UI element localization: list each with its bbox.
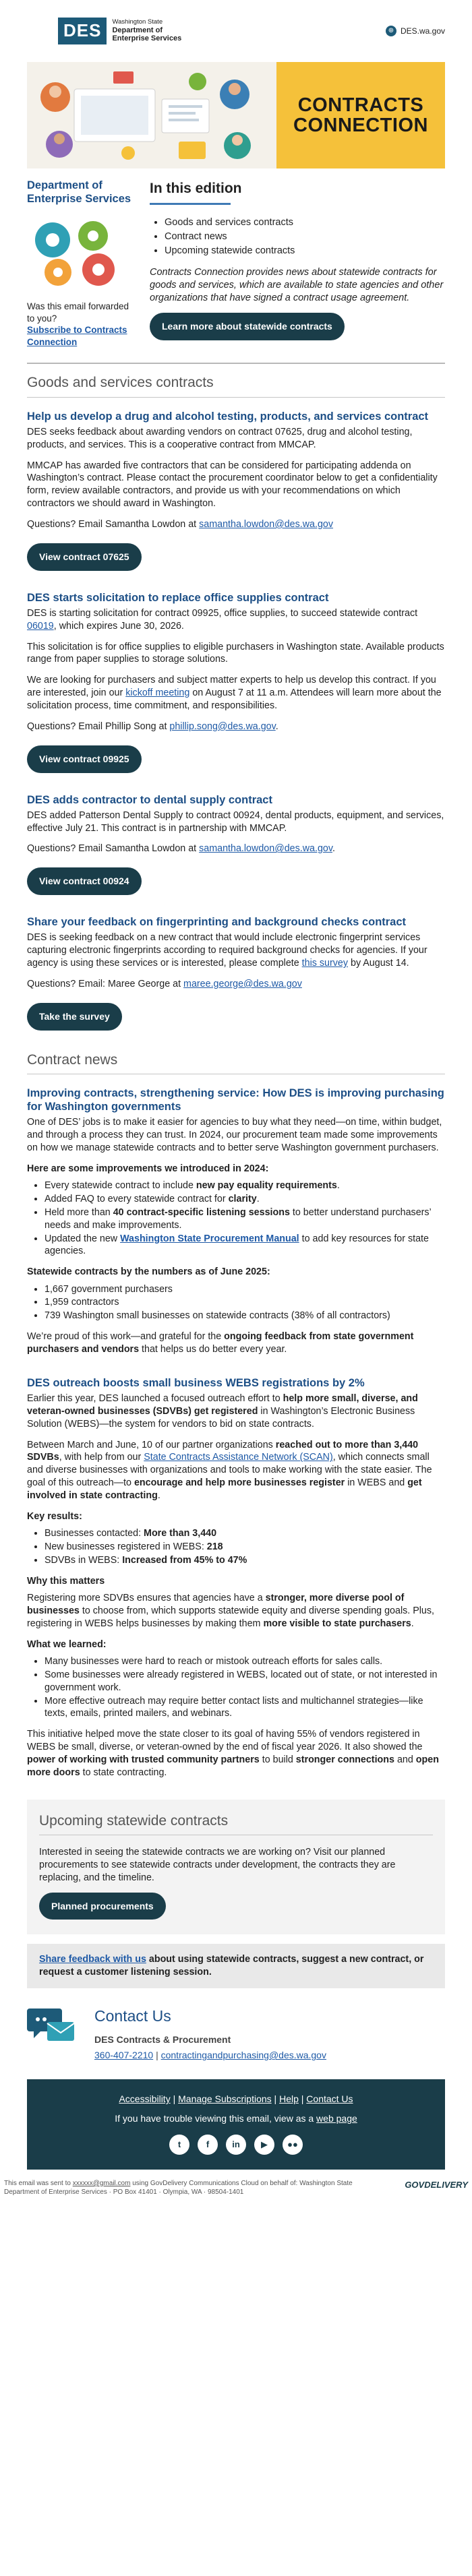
text: New businesses registered in WEBS: [45,1541,207,1553]
text: , which expires June 30, 2026. [53,620,184,632]
youtube-icon[interactable]: ▶ [254,2135,274,2155]
take-survey-button[interactable]: Take the survey [27,1003,122,1031]
globe-icon: ⊕ [386,26,396,36]
subheading: Statewide contracts by the numbers as of June 2025: [27,1266,270,1278]
text: This email was sent to [4,2179,73,2187]
text: Registering more SDVBs ensures that agencies have a [27,1593,266,1604]
accessibility-link[interactable]: Accessibility [119,2093,171,2105]
contract-06019-link[interactable]: 06019 [27,620,54,632]
bold-text: Increased from 45% to 47% [122,1554,247,1566]
article-paragraph [27,931,445,970]
article-improving-contracts [27,1086,445,1356]
footer-contact-link[interactable]: Contact Us [306,2093,353,2105]
list-item [45,1193,445,1206]
text: to choose from, which supports statewide equity and diverse spending goals. Plus, registering in WEBS helps businesses by making them [27,1605,434,1629]
learn-more-button[interactable]: Learn more about statewide contracts [150,313,345,340]
contact-icon [27,2006,78,2062]
phone-link[interactable]: 360-407-2210 [94,2050,154,2061]
numbers-list [45,1283,445,1323]
view-contract-09925-button[interactable]: View contract 09925 [27,745,142,773]
site-link[interactable] [386,26,445,36]
bold-text: stronger connections [295,1754,394,1765]
bold-text: 218 [206,1541,223,1553]
upcoming-section-title: Upcoming statewide contracts [39,1812,433,1835]
footer [27,2079,445,2170]
edition-description: Contracts Connection provides news about statewide contracts for goods and services, which are available to state agencies and other organizations that have signed a contract usage agreement. [150,267,444,304]
twitter-icon[interactable]: t [169,2135,189,2155]
improvements-list [45,1179,445,1258]
subheading: Why this matters [27,1575,105,1587]
planned-procurements-button[interactable]: Planned procurements [39,1893,166,1920]
view-contract-00924-button[interactable]: View contract 00924 [27,867,142,895]
list-item [45,1179,445,1192]
legal-text [4,2179,382,2197]
text: Businesses contacted: [45,1528,144,1539]
legal-footer [0,2170,472,2203]
text: by August 14. [348,958,409,969]
list-item: • 1,959 contractors [45,1296,445,1309]
text: in Washington’s Electronic Business Solution (WEBS)—the system for vendors to bid on state contracts. [27,1405,415,1430]
article-title: DES adds contractor to dental supply contract [27,793,272,806]
contact-title: Contact Us [94,2007,171,2025]
list-item: • Many businesses were hard to reach or mistook outreach efforts for sales calls. [45,1655,445,1668]
feedback-text: about using statewide contracts, suggest a new contract, or request a customer listening session. [39,1954,424,1978]
manage-subscriptions-link[interactable]: Manage Subscriptions [178,2093,272,2105]
article-office-supplies [27,591,445,773]
hero-illustration [27,62,276,168]
text: DES is seeking feedback on a new contract that would include electronic fingerprint services capturing electronic fingerprints according to required background checks for agencies. If your agency is using these services or is interested, please complete [27,932,427,969]
questions-text: Questions? Email: Maree George at [27,978,184,989]
text: . [275,720,278,732]
social-icons [27,2135,445,2155]
bold-text: new pay equality requirements [196,1180,337,1192]
hero-banner [27,62,445,168]
subheading: Here are some improvements we introduced in 2024: [27,1163,269,1174]
edition-list [165,216,445,258]
article-paragraph [27,1330,445,1356]
text: to better understand purchasers’ needs and make improvements. [45,1206,432,1231]
goods-section [27,373,445,1030]
article-paragraph [27,607,445,633]
bold-text: encourage and help more businesses register [134,1477,345,1489]
article-title: DES starts solicitation to replace office supplies contract [27,591,329,604]
list-item [45,1206,445,1232]
logo-abbr: DES [58,18,107,44]
email-link[interactable]: maree.george@des.wa.gov [183,978,302,989]
contact-email-link[interactable]: contractingandpurchasing@des.wa.gov [160,2050,326,2061]
text: Every statewide contract to include [45,1180,196,1192]
text: on August 7 at 11 a.m. Attendees will learn more about the solicitation process, time commitment, and responsibilities. [27,687,442,711]
upcoming-section [27,1800,445,1935]
text: We’re proud of this work—and grateful for the [27,1331,225,1343]
article-paragraph: This solicitation is for office supplies to eligible purchasers in Washington state. Available products range from paper supplies to storage solutions. [27,641,444,665]
footer-links [27,2093,445,2106]
view-contract-07625-button[interactable]: View contract 07625 [27,543,142,571]
article-paragraph [27,1439,445,1502]
subscribe-link[interactable]: Subscribe to Contracts Connection [27,325,127,347]
procurement-manual-link[interactable]: Washington State Procurement Manual [120,1233,299,1244]
scan-link[interactable]: State Contracts Assistance Network (SCAN) [144,1452,333,1463]
results-list [45,1527,445,1567]
article-fingerprinting [27,915,445,1030]
govdelivery-logo[interactable]: GOVDELIVERY [405,2179,468,2190]
text: to add key resources for state agencies. [45,1233,429,1257]
text: and [394,1754,416,1765]
flickr-icon[interactable]: ●● [283,2135,303,2155]
email-link[interactable]: phillip.song@des.wa.gov [169,720,276,732]
list-item: • More effective outreach may require better contact lists and multichannel strategies—like texts, emails, printed mailers, and webinars. [45,1695,445,1721]
questions-text: Questions? Email Samantha Lowdon at [27,843,200,855]
learned-list [45,1655,445,1720]
text: Earlier this year, DES launched a focused outreach effort to [27,1393,283,1404]
separator: | [298,2093,307,2105]
bold-text: reached out to more than 3,440 SDVBs [27,1439,419,1463]
text: . [256,1193,260,1204]
edition-title: In this edition [150,181,242,196]
bold-text: get involved in state contracting [27,1477,422,1502]
upcoming-paragraph: Interested in seeing the statewide contracts we are working on? Visit our planned procurements to see statewide contracts under development, the contracts they are replacing, and the timeline. [39,1847,396,1883]
contact-links [94,2049,326,2062]
intro-section [27,168,445,348]
text: Between March and June, 10 of our partner organizations [27,1439,276,1450]
bold-text: open more doors [27,1754,439,1778]
email-link[interactable]: samantha.lowdon@des.wa.gov [199,843,332,855]
article-questions [27,978,445,991]
article-title: DES outreach boosts small business WEBS registrations by 2% [27,1376,365,1389]
separator: | [153,2050,161,2061]
divider [27,363,445,364]
article-paragraph: DES seeks feedback about awarding vendors on contract 07625, drug and alcohol testing, products, and services. This is a cooperative contract from MMCAP. [27,426,413,450]
article-paragraph [27,1592,445,1630]
separator: | [271,2093,280,2105]
list-item: • 1,667 government purchasers [45,1283,445,1296]
edition-item: • Contract news [165,230,445,244]
bold-text: help more small, diverse, and veteran-owned businesses (SDVBs) get registered [27,1393,418,1417]
text: . [336,1180,340,1192]
email-link[interactable]: samantha.lowdon@des.wa.gov [199,518,334,530]
text: using GovDelivery Communications Cloud on behalf of: Washington State Department of Enterprise Services · PO Box 41401 · Olympia, WA · 98504-1401 [4,2179,353,2196]
bold-text: clarity [228,1193,257,1204]
text: . [157,1490,160,1502]
article-dental [27,793,445,896]
article-drug-testing [27,410,445,571]
workspace-illustration [27,62,276,168]
contact-details [94,2006,326,2062]
edition-item: • Upcoming statewide contracts [165,244,445,258]
help-link[interactable]: Help [279,2093,299,2105]
article-paragraph [27,1392,445,1431]
edition-item: • Goods and services contracts [165,216,445,230]
facebook-icon[interactable]: f [198,2135,218,2155]
gears-icon [27,216,132,295]
survey-link[interactable]: this survey [301,958,349,969]
bold-text: more visible to state purchasers [263,1618,411,1629]
text: . [332,843,335,855]
goods-section-title: Goods and services contracts [27,373,445,397]
article-questions [27,518,445,531]
web-page-link[interactable]: web page [316,2112,357,2124]
des-logo[interactable] [58,18,181,44]
logo-line2: Department of [112,26,163,34]
article-paragraph: One of DES’ jobs is to make it easier for agencies to buy what they need—on time, within budget, and through a process they can trust. In 2024, our procurement team made some improvements on how we manage statewide contracts and to better serve Washington government purchasers. [27,1117,442,1153]
bold-text: power of working with trusted community partners [27,1754,260,1765]
separator: | [170,2093,179,2105]
share-feedback-link[interactable]: Share feedback with us [39,1954,146,1965]
article-paragraph: DES added Patterson Dental Supply to contract 00924, dental products, equipment, and services, effective July 21. This contract is in partnership with MMCAP. [27,809,444,834]
text: , with help from our [59,1452,144,1463]
forward-note [27,301,132,348]
logo-line3: Enterprise Services [112,34,182,43]
list-item [45,1541,445,1554]
contact-section [27,1988,445,2079]
article-paragraph [27,674,445,712]
edition-panel [150,179,445,348]
article-title: Share your feedback on fingerprinting and background checks contract [27,916,407,929]
header-bar [0,0,472,62]
logo-line1: Washington State [112,18,163,26]
text: to state contracting. [80,1767,167,1778]
contact-name: DES Contracts & Procurement [94,2034,231,2046]
bold-text: stronger, more diverse pool of businesses [27,1593,405,1616]
feedback-box [27,1944,445,1988]
text: SDVBs in WEBS: [45,1554,123,1566]
subheading: Key results: [27,1510,82,1522]
article-questions [27,720,445,733]
text: Added FAQ to every statewide contract for [45,1193,229,1204]
text: If you have trouble viewing this email, view as a [115,2112,317,2124]
bold-text: More than 3,440 [144,1528,217,1539]
article-title: Improving contracts, strengthening service: How DES is improving purchasing for Washington governments [27,1087,444,1113]
list-item: • 739 Washington small businesses on statewide contracts (38% of all contractors) [45,1310,445,1322]
list-item [45,1554,445,1567]
news-section-title: Contract news [27,1051,445,1074]
article-webs-outreach [27,1376,445,1779]
subheading: What we learned: [27,1638,107,1650]
text: . [411,1618,414,1629]
site-url[interactable]: DES.wa.gov [400,26,445,36]
text: , which connects small and diverse businesses with organizations and tools to make working with the state easier. The goal of this outreach—to [27,1452,432,1489]
text: Held more than [45,1206,113,1218]
list-item: • Some businesses were already registered in WEBS, located out of state, or not interested in government work. [45,1669,445,1694]
intro-sidebar [27,179,132,348]
article-paragraph [27,1728,445,1779]
text: to build [259,1754,296,1765]
logo-text [112,19,181,44]
article-paragraph: MMCAP has awarded five contractors that can be considered for participating addenda on Washington’s contract. Please contact the procurement coordinator below to get a confidentiality form, review available contractors, and provide us with your recommendations on which contractors we should award in Washington. [27,460,438,510]
edition-rule [150,203,231,205]
forward-question: Was this email forwarded to you? [27,301,129,324]
article-title: Help us develop a drug and alcohol testing, products, and services contract [27,410,429,423]
questions-text: Questions? Email Samantha Lowdon at [27,518,200,530]
article-questions [27,842,445,855]
list-item [45,1527,445,1540]
text: Updated the new [45,1233,121,1244]
list-item [45,1233,445,1258]
text: We are looking for purchasers and subject matter experts to help us develop this contract. If you are interested, join our [27,675,436,699]
recipient-email-link[interactable]: xxxxxx@gmail.com [72,2179,131,2187]
text: This initiative helped move the state closer to its goal of having 55% of vendors registered in WEBS be small, diverse, or veteran-owned by the end of fiscal year 2026. It also showed the [27,1729,423,1753]
text: that helps us do better every year. [139,1344,287,1355]
view-web-note [27,2112,445,2125]
text: DES is starting solicitation for contract 09925, office supplies, to succeed statewide contract [27,607,418,619]
linkedin-icon[interactable]: in [226,2135,246,2155]
questions-text: Questions? Email Phillip Song at [27,720,170,732]
hero-title-line1: CONTRACTS [297,94,424,116]
hero-title-line2: CONNECTION [293,115,428,136]
bold-text: ongoing feedback from state government purchasers and vendors [27,1331,414,1355]
bold-text: 40 contract-specific listening sessions [113,1206,290,1218]
dept-name: Department of Enterprise Services [27,179,131,205]
hero-title [276,62,445,168]
text: in WEBS and [345,1477,408,1489]
kickoff-meeting-link[interactable]: kickoff meeting [125,687,190,699]
news-section [27,1051,445,1779]
